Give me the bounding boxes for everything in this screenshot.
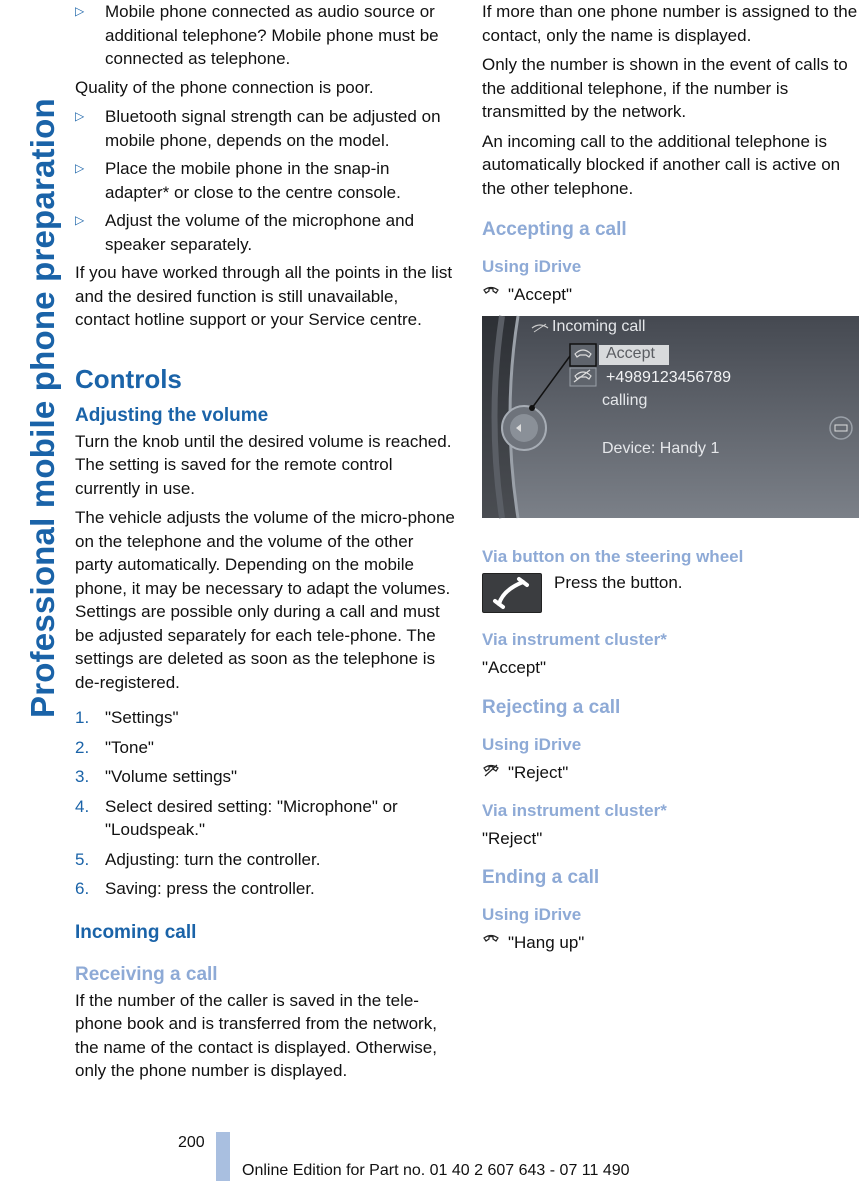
reject-instruction: "Reject" bbox=[482, 761, 859, 784]
hangup-instruction: "Hang up" bbox=[482, 931, 859, 954]
phone-accept-icon bbox=[482, 283, 500, 306]
volume-paragraph: The vehicle adjusts the volume of the micro-phone on the telephone and the volume of the other party automatically. Depending on the mobile phone, it may be necessary to adapt the volumes. Settings are possible only during a call and must be adjusted separately for each tele-phone. The settings are deleted as soon as the telephone is de-registered. bbox=[75, 508, 455, 692]
incoming-call-heading: Incoming call bbox=[75, 921, 197, 943]
paragraph: An incoming call to the additional telephone is automatically blocked if another call is active on the other telephone. bbox=[482, 131, 841, 198]
bullet-triangle-icon: ▷ bbox=[75, 161, 85, 175]
accept-instruction: "Accept" bbox=[482, 283, 859, 306]
using-idrive-heading: Using iDrive bbox=[482, 905, 582, 924]
footer-divider-bar bbox=[216, 1132, 230, 1181]
controls-heading: Controls bbox=[75, 363, 182, 394]
cluster-reject-text: "Reject" bbox=[482, 828, 543, 848]
phone-hangup-icon bbox=[482, 931, 500, 954]
page-number: 200 bbox=[178, 1134, 205, 1151]
hotline-text: If you have worked through all the points in the list and the desired function is still unavailable, contact hotline support or your Service centre. bbox=[75, 263, 453, 329]
screen-title: Incoming call bbox=[552, 318, 646, 335]
accepting-call-heading: Accepting a call bbox=[482, 219, 627, 240]
receiving-call-heading: Receiving a call bbox=[75, 963, 218, 985]
volume-paragraph: Turn the knob until the desired volume is reached. The setting is saved for the remote control currently in use. bbox=[75, 431, 452, 498]
instrument-cluster-heading: Via instrument cluster* bbox=[482, 630, 667, 649]
list-item: 6. Saving: press the controller. bbox=[75, 879, 315, 898]
cluster-accept-text: "Accept" bbox=[482, 658, 547, 677]
rejecting-call-heading: Rejecting a call bbox=[482, 696, 621, 718]
list-item: 2. "Tone" bbox=[75, 737, 154, 757]
bullet-triangle-icon: ▷ bbox=[75, 213, 85, 227]
sidebar-chapter-title bbox=[0, 0, 61, 720]
bullet-item: ▷ Place the mobile phone in the snap-in adapter* or close to the centre console. bbox=[75, 159, 401, 202]
chapter-title: Professional mobile phone preparation bbox=[24, 98, 61, 718]
bullet-triangle-icon: ▷ bbox=[75, 109, 85, 123]
bullet-item: ▷ Mobile phone connected as audio source or additional telephone? Mobile phone must be connected as telephone. bbox=[75, 2, 439, 68]
list-item: 1. "Settings" bbox=[75, 708, 179, 727]
screen-status: calling bbox=[602, 392, 648, 409]
left-column bbox=[75, 0, 455, 1089]
receiving-call-text: If the number of the caller is saved in the tele-phone book and is transferred from the network, the name of the contact is displayed. Otherwise, only the phone number is displayed. bbox=[75, 990, 437, 1080]
using-idrive-heading: Using iDrive bbox=[482, 257, 582, 276]
steering-wheel-heading: Via button on the steering wheel bbox=[482, 547, 744, 566]
volume-heading: Adjusting the volume bbox=[75, 404, 269, 426]
page-footer bbox=[0, 1128, 859, 1181]
phone-reject-icon bbox=[482, 761, 500, 784]
screen-accept-option: Accept bbox=[606, 345, 655, 362]
idrive-screen-image bbox=[482, 316, 859, 518]
bullet-item: ▷ Bluetooth signal strength can be adjusted on mobile phone, depends on the model. bbox=[75, 107, 441, 150]
bullet-triangle-icon: ▷ bbox=[75, 4, 85, 18]
quality-text: Quality of the phone connection is poor. bbox=[75, 77, 374, 97]
ending-call-heading: Ending a call bbox=[482, 867, 600, 888]
paragraph: If more than one phone number is assigned to the contact, only the name is displayed. bbox=[482, 2, 858, 45]
bullet-item: ▷ Adjust the volume of the microphone and speaker separately. bbox=[75, 211, 415, 254]
using-idrive-heading: Using iDrive bbox=[482, 734, 582, 754]
steering-phone-button-icon bbox=[482, 573, 542, 613]
paragraph: Only the number is shown in the event of calls to the additional telephone, if the number is transmitted by the network. bbox=[482, 55, 848, 121]
list-item: 4. Select desired setting: "Microphone" or "Loudspeak." bbox=[75, 796, 398, 839]
screen-device: Device: Handy 1 bbox=[602, 440, 720, 457]
screen-number: +4989123456789 bbox=[606, 369, 732, 386]
instrument-cluster-heading: Via instrument cluster* bbox=[482, 800, 667, 820]
edition-text: Online Edition for Part no. 01 40 2 607 643 - 07 11 490 bbox=[242, 1162, 630, 1179]
press-button-text: Press the button. bbox=[554, 573, 683, 592]
right-column bbox=[482, 0, 859, 960]
volume-steps bbox=[75, 706, 455, 901]
list-item: 3. "Volume settings" bbox=[75, 767, 238, 786]
steering-button-row bbox=[482, 573, 859, 613]
list-item: 5. Adjusting: turn the controller. bbox=[75, 849, 321, 869]
